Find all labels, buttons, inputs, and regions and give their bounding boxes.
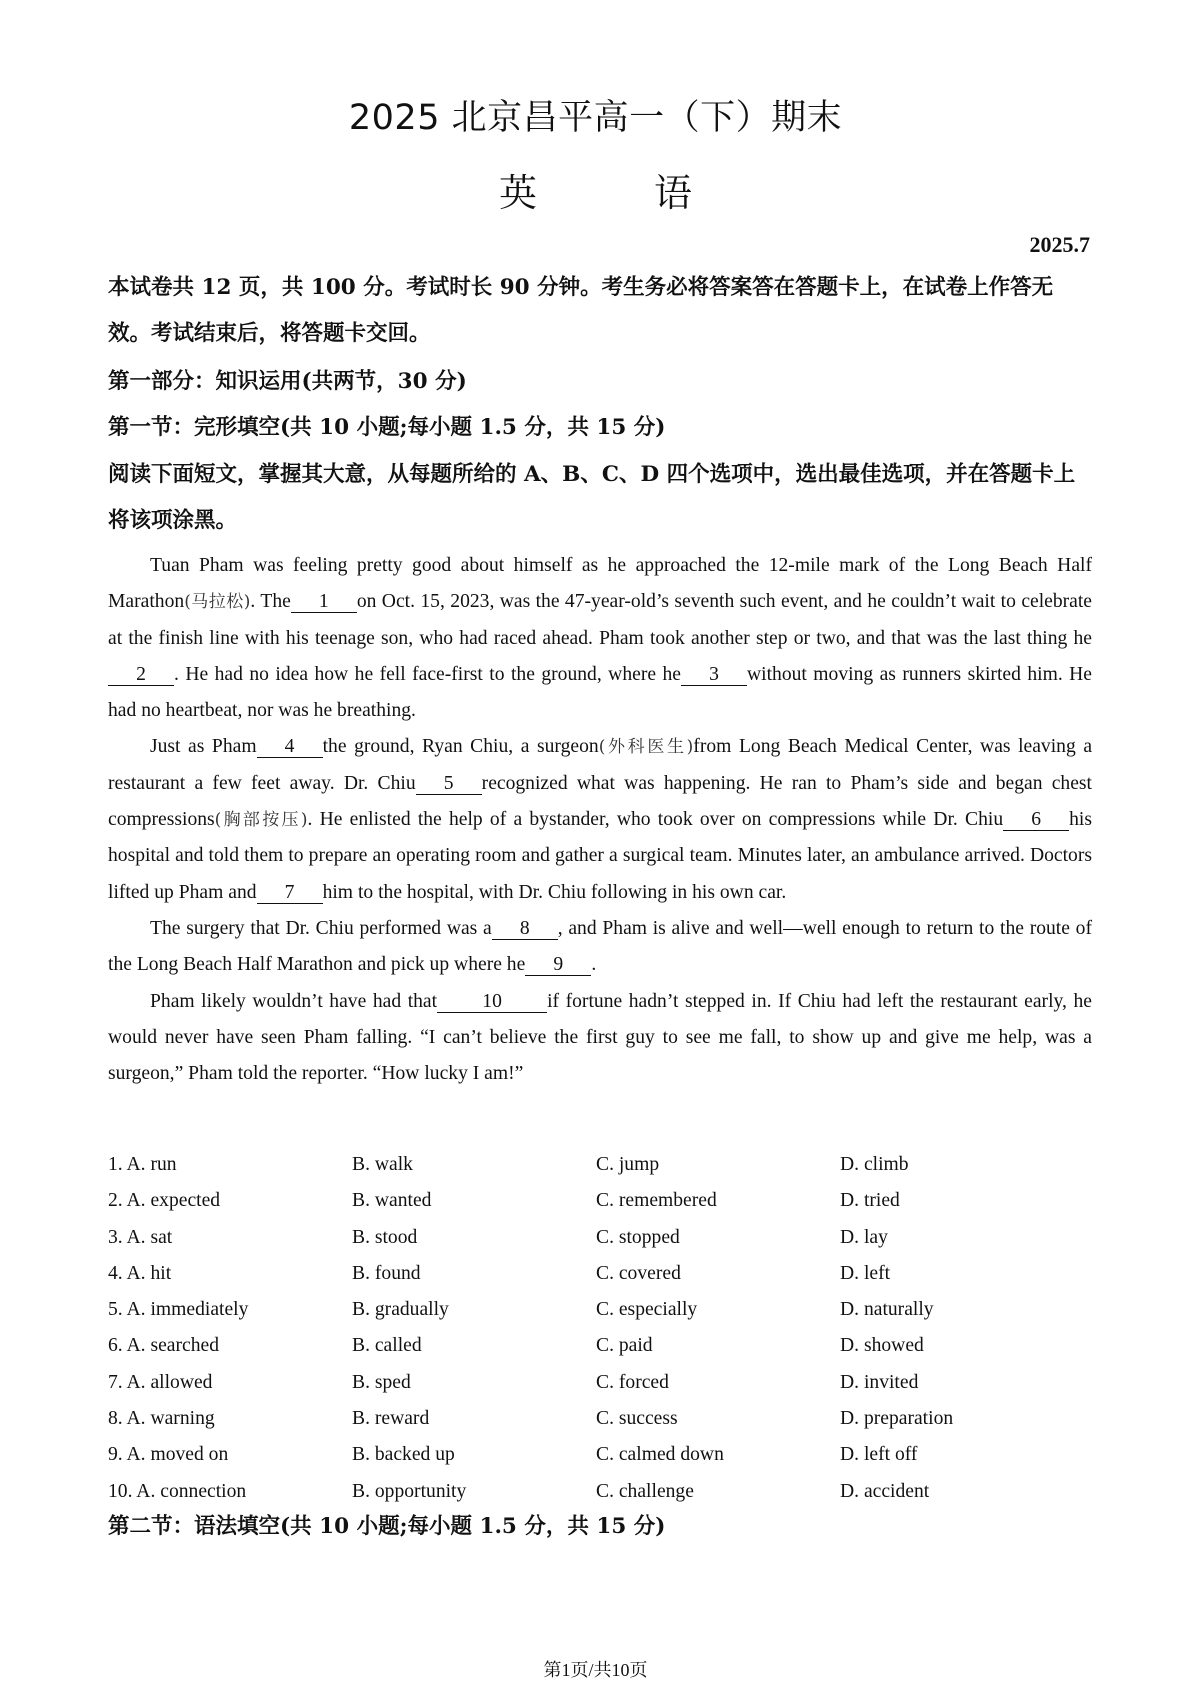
option-c: C. paid [596,1335,653,1357]
option-b: B. sped [352,1371,411,1393]
option-a: 1. A. run [108,1154,177,1175]
part1-heading: 第一部分：知识运用(共两节，30 分) [108,369,467,394]
option-d: D. naturally [840,1299,934,1321]
option-row [108,1437,1092,1473]
option-row [108,1401,1092,1437]
option-b: B. found [352,1262,421,1284]
blank-10: 10 [437,992,547,1013]
option-a: 4. A. hit [108,1262,172,1284]
option-row [108,1147,1092,1183]
answer-options [108,1147,1092,1510]
page-number: 第1页/共10页 [543,1660,648,1680]
option-c: C. success [596,1408,678,1430]
option-row [108,1292,1092,1328]
option-b: B. walk [352,1154,413,1175]
page-title: 2025 北京昌平高一（下）期末 [348,98,843,138]
option-b: B. gradually [352,1299,449,1321]
chinese-gloss: (外科医生) [598,737,694,758]
option-c: C. challenge [596,1480,694,1502]
option-c: C. remembered [596,1190,717,1212]
option-b: B. stood [352,1226,418,1248]
blank-5: 5 [416,774,482,795]
option-a: 3. A. sat [108,1226,173,1248]
blank-2: 2 [108,665,174,686]
section1-heading: 第一节：完形填空(共 10 小题;每小题 1.5 分，共 15 分) [108,415,666,440]
option-c: C. covered [596,1262,681,1284]
option-d: D. accident [840,1480,930,1502]
option-b: B. reward [352,1408,430,1430]
option-c: C. stopped [596,1226,680,1248]
option-c: C. forced [596,1371,669,1393]
option-a: 6. A. searched [108,1335,219,1357]
exam-date: 2025.7 [1029,232,1090,257]
option-c: C. jump [596,1154,660,1175]
option-row [108,1328,1092,1364]
option-a: 9. A. moved on [108,1444,229,1466]
subject-char-2: 语 [653,171,692,215]
option-b: B. wanted [352,1190,432,1212]
option-a: 2. A. expected [108,1190,221,1212]
option-d: D. showed [840,1335,924,1357]
option-b: B. opportunity [352,1480,467,1502]
blank-7: 7 [257,883,323,904]
passage-paragraph-3: The surgery that Dr. Chiu performed was a 8 , and Pham is alive and well—well enough to return to the route of the Long Beach Half Marathon and pick up where he 9 . [108,917,1093,976]
section2-heading: 第二节：语法填空(共 10 小题;每小题 1.5 分，共 15 分) [108,1514,666,1539]
option-b: B. backed up [352,1444,455,1466]
option-d: D. preparation [840,1408,954,1430]
option-row [108,1220,1092,1256]
passage-paragraph-4: Pham likely wouldn’t have had that 10 if fortune hadn’t stepped in. If Chiu had left the restaurant early, he would never have seen Pham falling. “I can’t believe the first guy to see me fall, to show up and give me help, was a surgeon,” Pham told the reporter. “How lucky I am!” [108,990,1092,1085]
option-row [108,1183,1092,1219]
chinese-gloss: (胸部按压) [214,810,308,831]
passage-paragraph-2: Just as Pham 4 the ground, Ryan Chiu, a surgeon(外科医生)from Long Beach Medical Center, was leaving a restaurant a few feet away. Dr. Chiu 5 recognized what was happening. He ran to Pham’s side and began chest compressions(胸部按压). He enlisted the help of a bystander, who took over on compressions while Dr. Chiu 6 his hospital and told them to prepare an operating room and gather a surgical team. Minutes later, an ambulance arrived. Doctors lifted up Pham and 7 him to the hospital, with Dr. Chiu following in his own car. [108,736,1093,903]
option-b: B. called [352,1335,422,1357]
blank-9: 9 [525,955,591,976]
blank-1: 1 [291,592,357,613]
blank-6: 6 [1003,810,1069,831]
option-a: 7. A. allowed [108,1371,213,1393]
section1-directions: 阅读下面短文，掌握其大意，从每题所给的 A、B、C、D 四个选项中，选出最佳选项，并在答题卡上将该项涂黑。 [108,462,1076,533]
option-row [108,1256,1092,1292]
blank-3: 3 [681,665,747,686]
subject-title [0,162,1191,217]
option-c: C. calmed down [596,1444,724,1466]
option-c: C. especially [596,1299,698,1321]
option-row [108,1365,1092,1401]
exam-instructions: 本试卷共 12 页，共 100 分。考试时长 90 分钟。考生务必将答案答在答题卡上，在试卷上作答无效。考试结束后，将答题卡交回。 [108,275,1054,346]
option-d: D. left [840,1262,891,1284]
option-d: D. climb [840,1154,909,1175]
option-d: D. tried [840,1190,900,1212]
option-d: D. invited [840,1371,919,1393]
option-a: 10. A. connection [108,1480,247,1502]
option-a: 5. A. immediately [108,1299,249,1321]
subject-char-1: 英 [498,171,537,215]
blank-4: 4 [257,737,323,758]
cloze-passage [108,548,1092,1092]
chinese-gloss: (马拉松) [184,592,251,613]
option-d: D. lay [840,1226,888,1248]
option-a: 8. A. warning [108,1408,215,1430]
option-d: D. left off [840,1444,918,1466]
blank-8: 8 [492,919,558,940]
passage-paragraph-1: Tuan Pham was feeling pretty good about himself as he approached the 12-mile mark of the Long Beach Half Marathon(马拉松). The 1 on Oct. 15, 2023, was the 47-year-old’s seventh such event, and he couldn’t wait to celebrate at the finish line with his teenage son, who had raced ahead. Pham took another step or two, and that was the last thing he2 . He had no idea how he fell face-first to the ground, where he 3 without moving as runners skirted him. He had no heartbeat, nor was he breathing. [108,555,1093,722]
